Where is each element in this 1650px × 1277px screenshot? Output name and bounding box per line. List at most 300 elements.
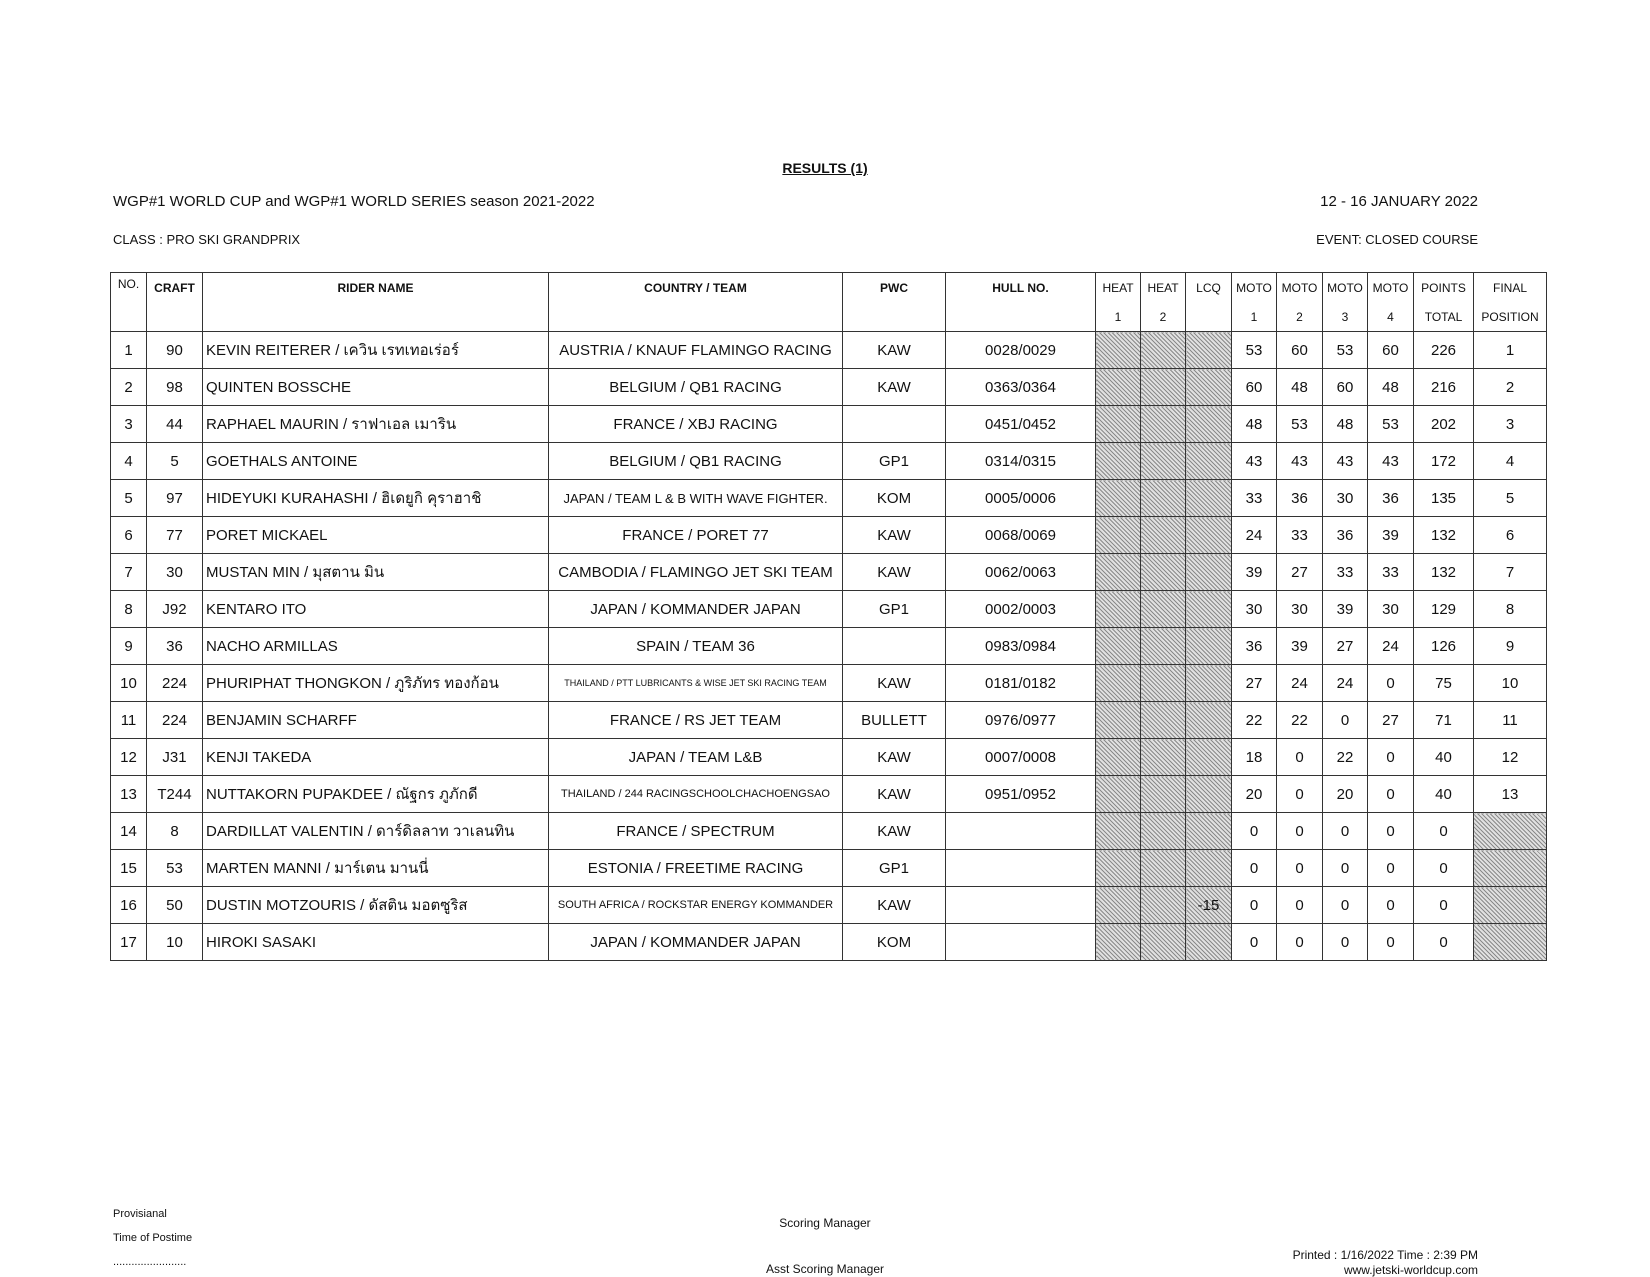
cell-country: ESTONIA / FREETIME RACING — [549, 850, 843, 887]
cell-moto3: 0 — [1323, 702, 1368, 739]
cell-moto2: 60 — [1277, 332, 1323, 369]
results-table — [110, 272, 1547, 961]
cell-country: SOUTH AFRICA / ROCKSTAR ENERGY KOMMANDER — [549, 887, 843, 924]
col-heat2-sub: 2 — [1141, 302, 1186, 332]
cell-craft: 8 — [147, 813, 203, 850]
cell-moto2: 0 — [1277, 739, 1323, 776]
cell-lcq — [1186, 739, 1232, 776]
cell-pwc — [843, 628, 946, 665]
col-lcq-sub — [1186, 302, 1232, 332]
cell-moto3: 22 — [1323, 739, 1368, 776]
cell-pwc: KAW — [843, 887, 946, 924]
cell-points-total: 0 — [1414, 813, 1474, 850]
cell-moto2: 36 — [1277, 480, 1323, 517]
col-moto2: MOTO — [1277, 273, 1323, 303]
cell-points-total: 40 — [1414, 739, 1474, 776]
cell-heat1 — [1096, 850, 1141, 887]
cell-no: 13 — [111, 776, 147, 813]
col-moto1: MOTO — [1232, 273, 1277, 303]
cell-moto2: 0 — [1277, 850, 1323, 887]
cell-moto4: 0 — [1368, 887, 1414, 924]
cell-heat2 — [1141, 406, 1186, 443]
cell-heat1 — [1096, 406, 1141, 443]
cell-final-position: 9 — [1474, 628, 1547, 665]
cell-final-position — [1474, 887, 1547, 924]
cell-heat2 — [1141, 369, 1186, 406]
cell-hull: 0005/0006 — [946, 480, 1096, 517]
cell-final-position — [1474, 850, 1547, 887]
cell-moto4: 0 — [1368, 813, 1414, 850]
cell-rider: KENTARO ITO — [203, 591, 549, 628]
col-no: NO. — [111, 273, 147, 332]
cell-moto4: 0 — [1368, 850, 1414, 887]
cell-moto1: 53 — [1232, 332, 1277, 369]
provisional-label: Provisianal — [113, 1208, 167, 1220]
cell-moto3: 27 — [1323, 628, 1368, 665]
cell-hull: 0007/0008 — [946, 739, 1096, 776]
col-craft: CRAFT — [147, 273, 203, 303]
cell-rider: BENJAMIN SCHARFF — [203, 702, 549, 739]
cell-lcq — [1186, 554, 1232, 591]
cell-lcq — [1186, 443, 1232, 480]
cell-hull: 0983/0984 — [946, 628, 1096, 665]
cell-pwc: BULLETT — [843, 702, 946, 739]
table-header — [111, 273, 1547, 332]
cell-heat1 — [1096, 517, 1141, 554]
cell-heat2 — [1141, 887, 1186, 924]
cell-country: JAPAN / TEAM L & B WITH WAVE FIGHTER. — [549, 480, 843, 517]
cell-no: 15 — [111, 850, 147, 887]
cell-lcq — [1186, 628, 1232, 665]
table-row — [111, 591, 1547, 628]
cell-no: 17 — [111, 924, 147, 961]
cell-rider: KEVIN REITERER / เควิน เรทเทอเร่อร์ — [203, 332, 549, 369]
cell-rider: HIROKI SASAKI — [203, 924, 549, 961]
cell-country: FRANCE / SPECTRUM — [549, 813, 843, 850]
cell-hull: 0951/0952 — [946, 776, 1096, 813]
col-moto3-sub: 3 — [1323, 302, 1368, 332]
cell-lcq — [1186, 702, 1232, 739]
cell-lcq — [1186, 480, 1232, 517]
cell-heat2 — [1141, 776, 1186, 813]
cell-craft: T244 — [147, 776, 203, 813]
table-row — [111, 480, 1547, 517]
table-row — [111, 369, 1547, 406]
cell-heat2 — [1141, 480, 1186, 517]
cell-moto2: 53 — [1277, 406, 1323, 443]
cell-no: 4 — [111, 443, 147, 480]
cell-heat1 — [1096, 628, 1141, 665]
cell-moto3: 39 — [1323, 591, 1368, 628]
event-label: EVENT: CLOSED COURSE — [1316, 232, 1478, 247]
cell-craft: 97 — [147, 480, 203, 517]
cell-heat2 — [1141, 332, 1186, 369]
cell-final-position: 11 — [1474, 702, 1547, 739]
cell-pwc: KAW — [843, 739, 946, 776]
cell-points-total: 40 — [1414, 776, 1474, 813]
table-row — [111, 628, 1547, 665]
cell-heat2 — [1141, 924, 1186, 961]
table-row — [111, 517, 1547, 554]
cell-moto1: 36 — [1232, 628, 1277, 665]
col-hull: HULL NO. — [946, 273, 1096, 303]
cell-lcq — [1186, 924, 1232, 961]
cell-moto3: 53 — [1323, 332, 1368, 369]
cell-moto1: 39 — [1232, 554, 1277, 591]
cell-pwc: KAW — [843, 369, 946, 406]
cell-hull: 0314/0315 — [946, 443, 1096, 480]
cell-hull: 0062/0063 — [946, 554, 1096, 591]
cell-moto4: 0 — [1368, 665, 1414, 702]
cell-heat1 — [1096, 591, 1141, 628]
cell-moto1: 18 — [1232, 739, 1277, 776]
cell-points-total: 226 — [1414, 332, 1474, 369]
cell-heat2 — [1141, 591, 1186, 628]
cell-moto1: 22 — [1232, 702, 1277, 739]
cell-lcq — [1186, 591, 1232, 628]
cell-heat2 — [1141, 517, 1186, 554]
cell-heat1 — [1096, 369, 1141, 406]
cell-no: 11 — [111, 702, 147, 739]
col-moto4: MOTO — [1368, 273, 1414, 303]
col-final-sub: POSITION — [1474, 302, 1547, 332]
cell-country: FRANCE / XBJ RACING — [549, 406, 843, 443]
cell-pwc: GP1 — [843, 443, 946, 480]
cell-moto3: 24 — [1323, 665, 1368, 702]
cell-craft: 5 — [147, 443, 203, 480]
printed-timestamp: Printed : 1/16/2022 Time : 2:39 PM — [1292, 1248, 1478, 1262]
cell-moto4: 39 — [1368, 517, 1414, 554]
cell-points-total: 71 — [1414, 702, 1474, 739]
cell-country: JAPAN / TEAM L&B — [549, 739, 843, 776]
cell-lcq — [1186, 332, 1232, 369]
cell-pwc: KOM — [843, 924, 946, 961]
cell-moto2: 48 — [1277, 369, 1323, 406]
cell-heat1 — [1096, 665, 1141, 702]
cell-rider: MARTEN MANNI / มาร์เตน มานนี่ — [203, 850, 549, 887]
cell-country: JAPAN / KOMMANDER JAPAN — [549, 924, 843, 961]
cell-pwc: KAW — [843, 554, 946, 591]
cell-moto4: 33 — [1368, 554, 1414, 591]
table-row — [111, 332, 1547, 369]
col-heat1-sub: 1 — [1096, 302, 1141, 332]
cell-moto3: 43 — [1323, 443, 1368, 480]
table-row — [111, 406, 1547, 443]
col-pwc: PWC — [843, 273, 946, 303]
cell-heat1 — [1096, 554, 1141, 591]
cell-heat2 — [1141, 628, 1186, 665]
cell-craft: 77 — [147, 517, 203, 554]
cell-moto4: 0 — [1368, 924, 1414, 961]
cell-final-position — [1474, 924, 1547, 961]
cell-craft: 30 — [147, 554, 203, 591]
cell-no: 8 — [111, 591, 147, 628]
cell-points-total: 0 — [1414, 850, 1474, 887]
cell-lcq — [1186, 813, 1232, 850]
cell-moto3: 36 — [1323, 517, 1368, 554]
cell-craft: 44 — [147, 406, 203, 443]
cell-lcq — [1186, 369, 1232, 406]
cell-heat1 — [1096, 924, 1141, 961]
cell-no: 9 — [111, 628, 147, 665]
cell-no: 10 — [111, 665, 147, 702]
cell-pwc: KAW — [843, 776, 946, 813]
cell-moto2: 39 — [1277, 628, 1323, 665]
cell-moto4: 0 — [1368, 739, 1414, 776]
cell-moto1: 27 — [1232, 665, 1277, 702]
cell-moto4: 0 — [1368, 776, 1414, 813]
cell-rider: HIDEYUKI KURAHASHI / ฮิเดยูกิ คุราฮาชิ — [203, 480, 549, 517]
class-label: CLASS : PRO SKI GRANDPRIX — [113, 232, 301, 247]
cell-moto3: 0 — [1323, 850, 1368, 887]
cell-no: 16 — [111, 887, 147, 924]
cell-country: JAPAN / KOMMANDER JAPAN — [549, 591, 843, 628]
cell-moto2: 43 — [1277, 443, 1323, 480]
cell-moto1: 43 — [1232, 443, 1277, 480]
cell-hull: 0181/0182 — [946, 665, 1096, 702]
cell-craft: J31 — [147, 739, 203, 776]
signature-line: ........................ — [113, 1256, 187, 1268]
col-craft-sub — [147, 302, 203, 332]
cell-rider: RAPHAEL MAURIN / ราฟาเอล เมาริน — [203, 406, 549, 443]
cell-moto3: 0 — [1323, 887, 1368, 924]
table-body — [111, 332, 1547, 961]
cell-pwc — [843, 406, 946, 443]
cell-moto3: 0 — [1323, 813, 1368, 850]
table-row — [111, 739, 1547, 776]
cell-craft: 224 — [147, 665, 203, 702]
cell-points-total: 172 — [1414, 443, 1474, 480]
cell-hull: 0028/0029 — [946, 332, 1096, 369]
cell-heat2 — [1141, 665, 1186, 702]
cell-moto3: 33 — [1323, 554, 1368, 591]
cell-moto2: 33 — [1277, 517, 1323, 554]
website-url: www.jetski-worldcup.com — [1343, 1263, 1478, 1277]
col-heat1: HEAT — [1096, 273, 1141, 303]
cell-no: 5 — [111, 480, 147, 517]
cell-final-position: 10 — [1474, 665, 1547, 702]
cell-moto2: 30 — [1277, 591, 1323, 628]
cell-heat1 — [1096, 813, 1141, 850]
cell-rider: GOETHALS ANTOINE — [203, 443, 549, 480]
cell-craft: J92 — [147, 591, 203, 628]
cell-heat1 — [1096, 776, 1141, 813]
col-moto1-sub: 1 — [1232, 302, 1277, 332]
cell-hull: 0976/0977 — [946, 702, 1096, 739]
cell-heat1 — [1096, 887, 1141, 924]
cell-moto1: 33 — [1232, 480, 1277, 517]
col-moto2-sub: 2 — [1277, 302, 1323, 332]
cell-heat1 — [1096, 443, 1141, 480]
cell-no: 14 — [111, 813, 147, 850]
cell-moto2: 22 — [1277, 702, 1323, 739]
cell-pwc: GP1 — [843, 591, 946, 628]
col-moto3: MOTO — [1323, 273, 1368, 303]
cell-moto4: 30 — [1368, 591, 1414, 628]
asst-scoring-manager-label: Asst Scoring Manager — [765, 1262, 885, 1276]
cell-pwc: KAW — [843, 813, 946, 850]
cell-craft: 36 — [147, 628, 203, 665]
col-rider-sub — [203, 302, 549, 332]
cell-moto3: 48 — [1323, 406, 1368, 443]
cell-points-total: 135 — [1414, 480, 1474, 517]
cell-moto4: 48 — [1368, 369, 1414, 406]
cell-pwc: KAW — [843, 332, 946, 369]
table-row — [111, 850, 1547, 887]
cell-moto2: 0 — [1277, 776, 1323, 813]
cell-final-position — [1474, 813, 1547, 850]
cell-hull: 0363/0364 — [946, 369, 1096, 406]
cell-rider: DARDILLAT VALENTIN / ดาร์ดิลลาท วาเลนทิน — [203, 813, 549, 850]
col-lcq: LCQ — [1186, 273, 1232, 303]
cell-heat1 — [1096, 332, 1141, 369]
cell-country: THAILAND / PTT LUBRICANTS & WISE JET SKI RACING TEAM — [549, 665, 843, 702]
cell-country: AUSTRIA / KNAUF FLAMINGO RACING — [549, 332, 843, 369]
cell-country: FRANCE / RS JET TEAM — [549, 702, 843, 739]
cell-country: CAMBODIA / FLAMINGO JET SKI TEAM — [549, 554, 843, 591]
cell-points-total: 0 — [1414, 887, 1474, 924]
cell-final-position: 2 — [1474, 369, 1547, 406]
cell-no: 6 — [111, 517, 147, 554]
cell-points-total: 75 — [1414, 665, 1474, 702]
cell-points-total: 129 — [1414, 591, 1474, 628]
cell-final-position: 13 — [1474, 776, 1547, 813]
time-of-postime-label: Time of Postime — [113, 1232, 193, 1244]
cell-final-position: 5 — [1474, 480, 1547, 517]
cell-final-position: 6 — [1474, 517, 1547, 554]
cell-points-total: 0 — [1414, 924, 1474, 961]
cell-heat1 — [1096, 702, 1141, 739]
cell-final-position: 7 — [1474, 554, 1547, 591]
cell-rider: MUSTAN MIN / มุสตาน มิน — [203, 554, 549, 591]
table-row — [111, 924, 1547, 961]
scoring-manager-label: Scoring Manager — [779, 1216, 871, 1230]
cell-moto2: 0 — [1277, 813, 1323, 850]
cell-country: SPAIN / TEAM 36 — [549, 628, 843, 665]
cell-heat2 — [1141, 850, 1186, 887]
table-row — [111, 665, 1547, 702]
cell-country: BELGIUM / QB1 RACING — [549, 369, 843, 406]
cell-moto1: 20 — [1232, 776, 1277, 813]
cell-hull — [946, 924, 1096, 961]
cell-heat1 — [1096, 480, 1141, 517]
cell-craft: 50 — [147, 887, 203, 924]
col-rider: RIDER NAME — [203, 273, 549, 303]
cell-moto1: 0 — [1232, 924, 1277, 961]
cell-moto1: 0 — [1232, 887, 1277, 924]
cell-final-position: 12 — [1474, 739, 1547, 776]
cell-moto2: 0 — [1277, 887, 1323, 924]
cell-rider: DUSTIN MOTZOURIS / ดัสติน มอตซูริส — [203, 887, 549, 924]
cell-rider: NACHO ARMILLAS — [203, 628, 549, 665]
table-row — [111, 813, 1547, 850]
table-row — [111, 443, 1547, 480]
col-points-sub: TOTAL — [1414, 302, 1474, 332]
cell-lcq — [1186, 850, 1232, 887]
cell-final-position: 4 — [1474, 443, 1547, 480]
cell-rider: NUTTAKORN PUPAKDEE / ณัฐกร ภูภักดี — [203, 776, 549, 813]
col-country-sub — [549, 302, 843, 332]
cell-moto4: 43 — [1368, 443, 1414, 480]
cell-points-total: 202 — [1414, 406, 1474, 443]
cell-moto1: 48 — [1232, 406, 1277, 443]
col-points: POINTS — [1414, 273, 1474, 303]
cell-hull: 0451/0452 — [946, 406, 1096, 443]
cell-final-position: 1 — [1474, 332, 1547, 369]
cell-moto3: 20 — [1323, 776, 1368, 813]
col-pwc-sub — [843, 302, 946, 332]
cell-moto1: 0 — [1232, 813, 1277, 850]
cell-no: 1 — [111, 332, 147, 369]
cell-craft: 10 — [147, 924, 203, 961]
cell-craft: 98 — [147, 369, 203, 406]
cell-moto1: 30 — [1232, 591, 1277, 628]
cell-final-position: 8 — [1474, 591, 1547, 628]
cell-moto1: 24 — [1232, 517, 1277, 554]
cell-hull — [946, 887, 1096, 924]
cell-heat2 — [1141, 443, 1186, 480]
cell-points-total: 126 — [1414, 628, 1474, 665]
cell-lcq — [1186, 406, 1232, 443]
cell-points-total: 132 — [1414, 554, 1474, 591]
cell-moto1: 0 — [1232, 850, 1277, 887]
cell-moto2: 0 — [1277, 924, 1323, 961]
cell-craft: 224 — [147, 702, 203, 739]
cell-heat2 — [1141, 739, 1186, 776]
cell-moto4: 60 — [1368, 332, 1414, 369]
cell-moto4: 24 — [1368, 628, 1414, 665]
cell-country: FRANCE / PORET 77 — [549, 517, 843, 554]
cell-pwc: KAW — [843, 665, 946, 702]
cell-final-position: 3 — [1474, 406, 1547, 443]
page-title: RESULTS (1) — [782, 160, 868, 176]
cell-rider: PHURIPHAT THONGKON / ภูริภัทร ทองก้อน — [203, 665, 549, 702]
cell-lcq — [1186, 517, 1232, 554]
cell-lcq — [1186, 776, 1232, 813]
cell-moto4: 53 — [1368, 406, 1414, 443]
table-row — [111, 887, 1547, 924]
cell-hull — [946, 850, 1096, 887]
cell-no: 7 — [111, 554, 147, 591]
event-subtitle: WGP#1 WORLD CUP and WGP#1 WORLD SERIES season 2021-2022 — [113, 193, 595, 210]
cell-points-total: 216 — [1414, 369, 1474, 406]
cell-country: BELGIUM / QB1 RACING — [549, 443, 843, 480]
cell-moto4: 27 — [1368, 702, 1414, 739]
cell-country: THAILAND / 244 RACINGSCHOOLCHACHOENGSAO — [549, 776, 843, 813]
col-country: COUNTRY / TEAM — [549, 273, 843, 303]
cell-pwc: KAW — [843, 517, 946, 554]
cell-moto3: 30 — [1323, 480, 1368, 517]
cell-no: 12 — [111, 739, 147, 776]
col-hull-sub — [946, 302, 1096, 332]
cell-moto3: 60 — [1323, 369, 1368, 406]
col-heat2: HEAT — [1141, 273, 1186, 303]
event-dates: 12 - 16 JANUARY 2022 — [1320, 193, 1478, 210]
cell-rider: QUINTEN BOSSCHE — [203, 369, 549, 406]
cell-pwc: GP1 — [843, 850, 946, 887]
col-moto4-sub: 4 — [1368, 302, 1414, 332]
cell-points-total: 132 — [1414, 517, 1474, 554]
cell-moto2: 27 — [1277, 554, 1323, 591]
cell-hull — [946, 813, 1096, 850]
cell-heat1 — [1096, 739, 1141, 776]
cell-craft: 53 — [147, 850, 203, 887]
cell-moto2: 24 — [1277, 665, 1323, 702]
cell-lcq — [1186, 665, 1232, 702]
cell-heat2 — [1141, 554, 1186, 591]
cell-moto4: 36 — [1368, 480, 1414, 517]
col-final: FINAL — [1474, 273, 1547, 303]
